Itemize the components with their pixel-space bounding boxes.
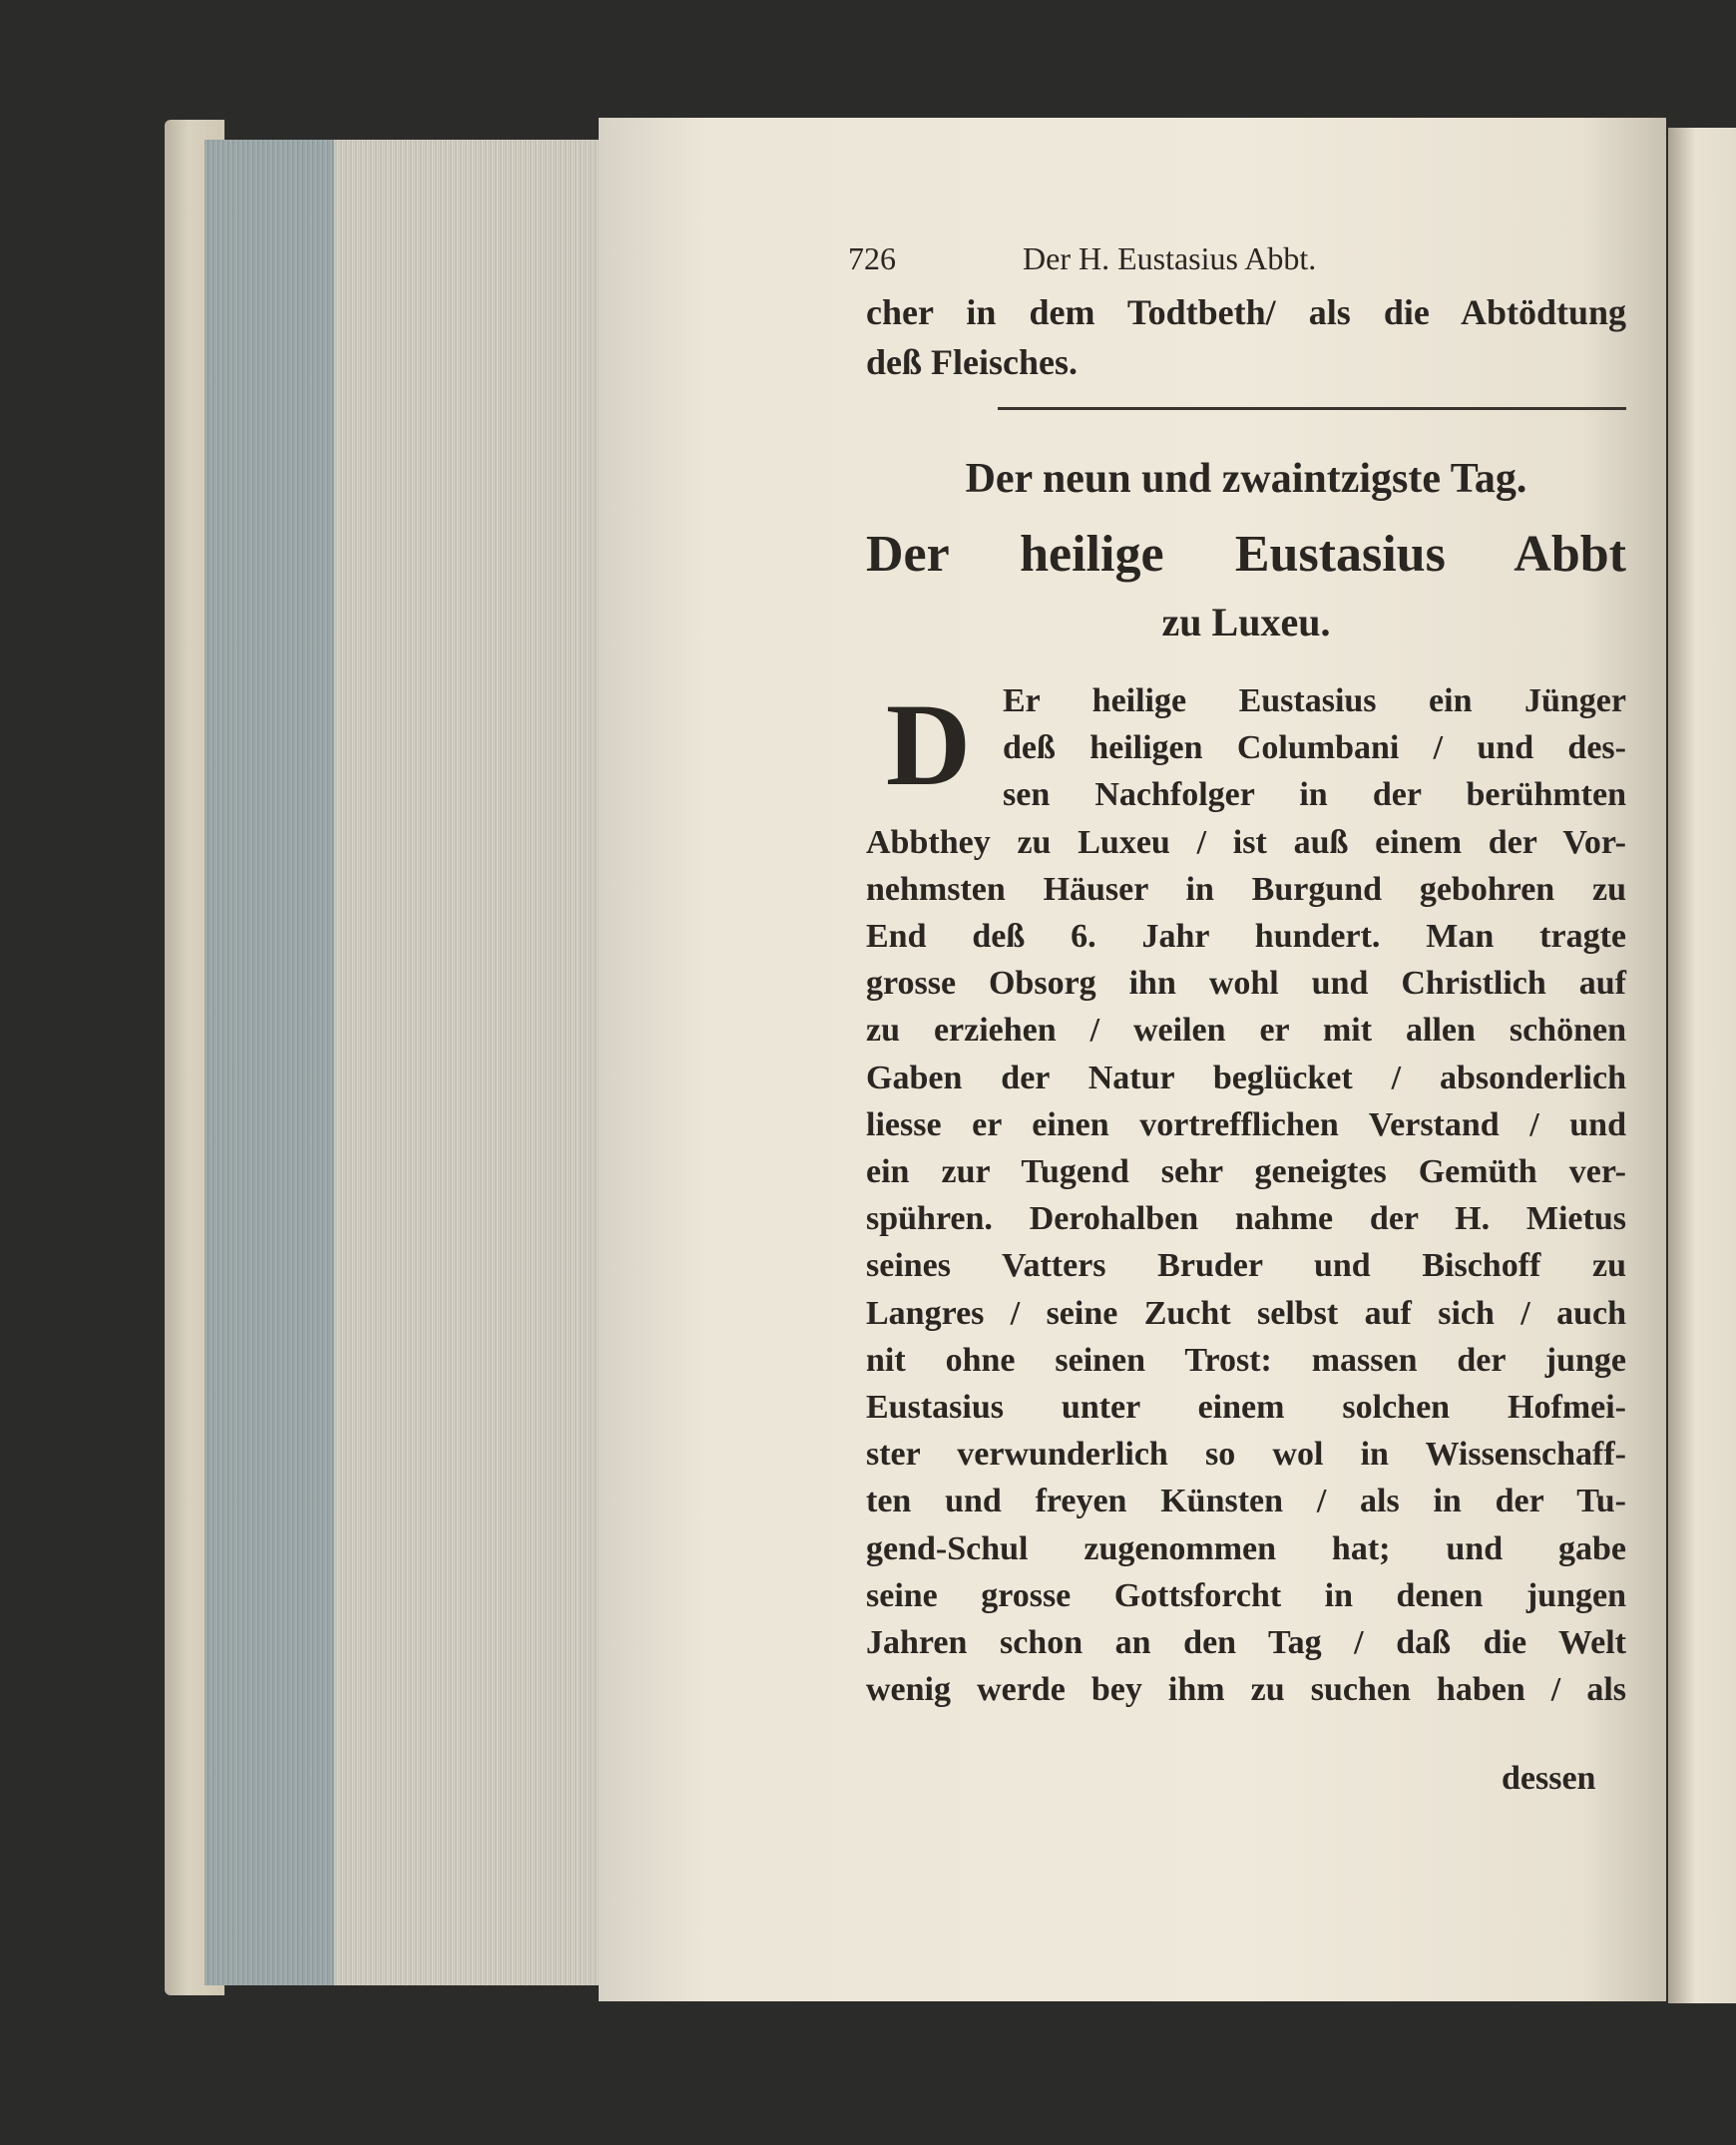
running-head [848,239,1546,277]
drop-cap: D [885,682,972,807]
text-line: Gaben der Natur beglücket / absonderlich [866,1059,1626,1096]
page-edges [205,140,609,1985]
text-line: End deß 6. Jahr hundert. Man tragte [866,918,1626,955]
text-line: seine grosse Gottsforcht in denen jungen [866,1576,1626,1614]
text-line: Langres / seine Zucht selbst auf sich / auch [866,1294,1626,1332]
text-line: grosse Obsorg ihn wohl und Christlich auf [866,965,1626,1003]
page-number: 726 [848,240,896,276]
text-line: deß Fleisches. [866,342,1078,382]
text-line: ster verwunderlich so wol in Wissenschaff- [866,1436,1626,1474]
text-line: deß heiligen Columbani / und des- [1003,729,1626,767]
text-line: nit ohne seinen Trost: massen der junge [866,1341,1626,1379]
text-line: ein zur Tugend sehr geneigtes Gemüth ver- [866,1153,1626,1190]
text-line: liesse er einen vortrefflichen Verstand / und [866,1105,1626,1143]
text-line: cher in dem Todtbeth/ als die Abtödtung [866,292,1626,332]
text-line: ten und freyen Künsten / als in der Tu- [866,1483,1626,1520]
catchword: dessen [1502,1760,1596,1797]
text-line: Abbthey zu Luxeu / ist auß einem der Vor- [866,823,1626,861]
text-line: Eustasius unter einem solchen Hofmei- [866,1389,1626,1426]
text-line: zu erziehen / weilen er mit allen schönen [866,1012,1626,1050]
chapter-subtitle: zu Luxeu. [1161,600,1331,644]
chapter-title: Der heilige Eustasius Abbt [866,526,1626,583]
text-line: wenig werde bey ihm zu suchen haben / als [866,1671,1626,1709]
text-line: gend-Schul zugenommen hat; und gabe [866,1529,1626,1567]
text-line: seines Vatters Bruder und Bischoff zu [866,1247,1626,1285]
text-line: Er heilige Eustasius ein Jünger [1003,682,1626,719]
chapter-day-heading: Der neun und zwaintzigste Tag. [965,456,1527,502]
text-line: spühren. Derohalben nahme der H. Mietus [866,1200,1626,1238]
text-line: sen Nachfolger in der berühmten [1003,776,1626,814]
section-divider [998,407,1626,410]
running-title: Der H. Eustasius Abbt. [1023,240,1317,276]
text-line: Jahren schon an den Tag / daß die Welt [866,1624,1626,1661]
text-line: nehmsten Häuser in Burgund gebohren zu [866,870,1626,908]
facing-page-edge [1668,128,1736,2003]
